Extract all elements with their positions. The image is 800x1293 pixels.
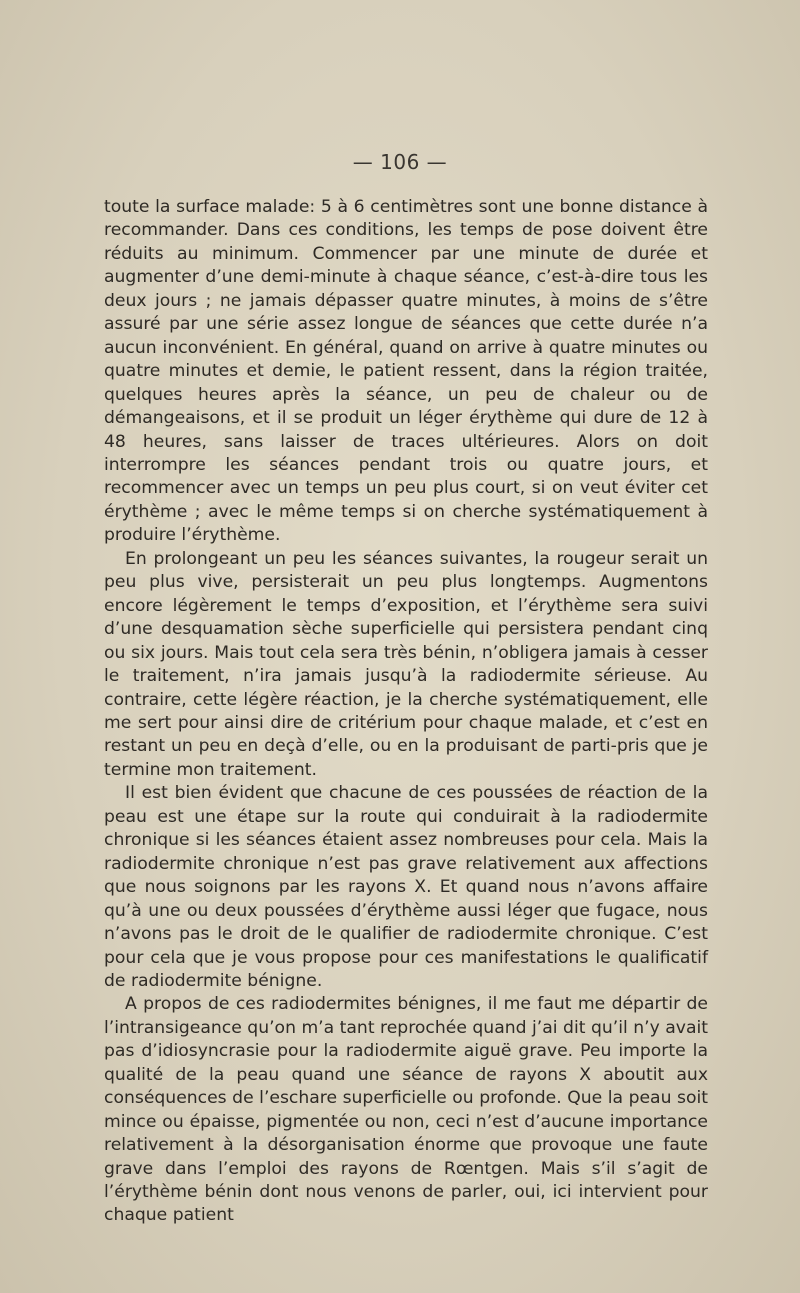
page-number: — 106 — <box>352 150 448 174</box>
paragraph-4: A propos de ces radiodermites bénignes, il me faut me départir de l’intransigeance qu’on m’a tant reprochée quand j’ai dit qu’il n’y avait pas d’idiosyncrasie pour la radiodermite aiguë grave. Peu importe la qualité de la peau quand une séance de rayons X aboutit aux conséquences de l’eschare superficielle ou profonde. Que la peau soit mince ou épaisse, pigmentée ou non, ceci n’est d’aucune importance relativement à la désorganisation énorme que provoque une faute grave dans l’emploi des rayons de Rœntgen. Mais s’il s’agit de l’érythème bénin dont nous venons de parler, oui, ici intervient pour chaque patient <box>104 994 708 1226</box>
paragraph-2: En prolongeant un peu les séances suivantes, la rougeur serait un peu plus vive, persisterait un peu plus longtemps. Augmentons encore légèrement le temps d’exposition, et l’érythème sera suivi d’une desquamation sèche superficielle qui persistera pendant cinq ou six jours. Mais tout cela sera très bénin, n’obligera jamais à cesser le traitement, n’ira jamais jusqu’à la radiodermite sérieuse. Au contraire, cette légère réaction, je la cherche systématiquement, elle me sert pour ainsi dire de critérium pour chaque malade, et c’est en restant un peu en deçà d’elle, ou en la produisant de parti-pris que je termine mon traitement. <box>104 548 708 780</box>
paragraph-3: Il est bien évident que chacune de ces poussées de réaction de la peau est une étape sur la route qui conduirait à la radiodermite chronique si les séances étaient assez nombreuses pour cela. Mais la radiodermite chronique n’est pas grave relativement aux affections que nous soignons par les rayons X. Et quand nous n’avons affaire qu’à une ou deux poussées d’érythème aussi léger que fugace, nous n’avons pas le droit de le qualifier de radiodermite chronique. C’est pour cela que je vous propose pour ces manifestations le qualificatif de radiodermite bénigne. <box>104 783 708 991</box>
paragraph-1: toute la surface malade: 5 à 6 centimètres sont une bonne distance à recommander. Dans ces conditions, les temps de pose doivent être réduits au minimum. Commencer par une minute de durée et augmenter d’une demi-minute à chaque séance, c’est-à-dire tous les deux jours ; ne jamais dépasser quatre minutes, à moins de s’être assuré par une série assez longue de séances que cette durée n’a aucun inconvénient. En général, quand on arrive à quatre minutes ou quatre minutes et demie, le patient ressent, dans la région traitée, quelques heures après la séance, un peu de chaleur ou de démangeaisons, et il se produit un léger érythème qui dure de 12 à 48 heures, sans laisser de traces ultérieures. Alors on doit interrompre les séances pendant trois ou quatre jours, et recommencer avec un temps un peu plus court, si on veut éviter cet érythème ; avec le même temps si on cherche systématiquement à produire l’érythème. <box>104 197 708 546</box>
body-text <box>104 196 708 1228</box>
